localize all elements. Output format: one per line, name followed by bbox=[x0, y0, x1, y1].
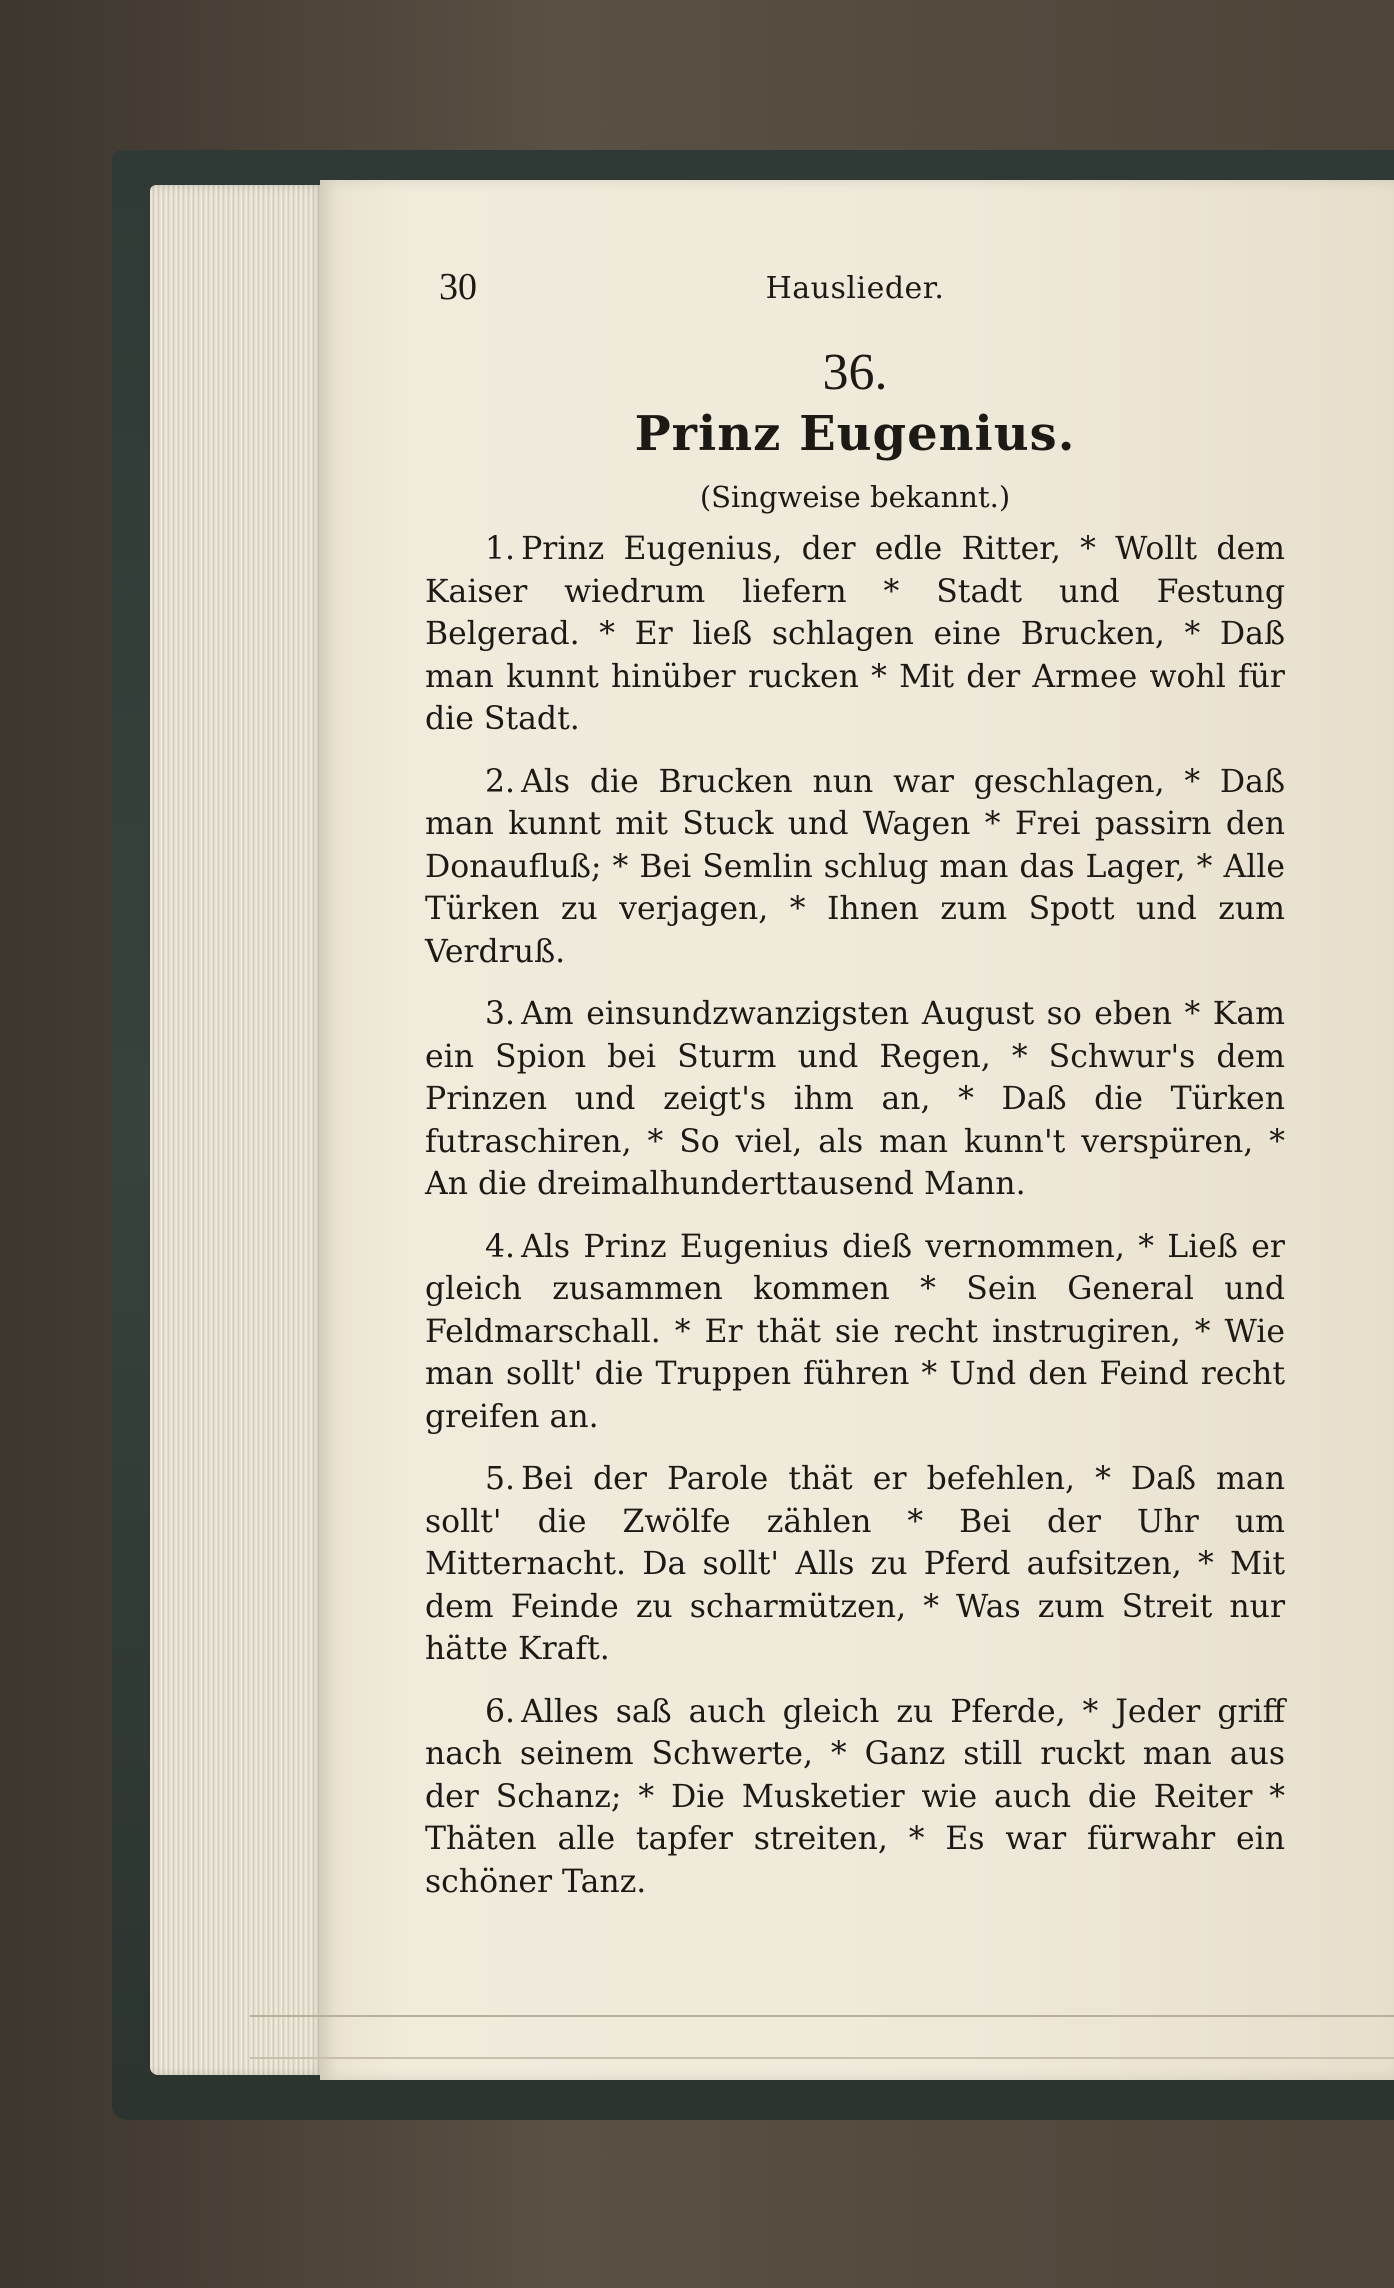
stanza-6 bbox=[425, 1691, 1285, 1904]
song-title: Prinz Eugenius. bbox=[634, 406, 1076, 462]
stanza-text: Am einsundzwanzigsten August so eben * Kam ein Spion bei Sturm und Regen, * Schwur's dem Prinzen und zeigt's ihm an, * Daß die Türken futraschiren, * So viel, als man kunn't verspüren, * An die dreimalhunderttausend Mann. bbox=[425, 996, 1285, 1202]
page-edges bbox=[150, 185, 325, 2075]
page-number: 30 bbox=[439, 266, 477, 308]
stanza-number: 4. bbox=[485, 1228, 516, 1265]
stanza-text: Alles saß auch gleich zu Pferde, * Jeder griff nach seinem Schwerte, * Ganz still ruckt man aus der Schanz; * Die Musketier wie auch die Reiter * Thäten alle tapfer streiten, * Es war fürwahr ein schöner Tanz. bbox=[425, 1693, 1285, 1900]
stanza-2 bbox=[425, 761, 1285, 974]
song-subtitle: (Singweise bekannt.) bbox=[699, 480, 1011, 514]
page-content bbox=[425, 265, 1285, 1923]
stanza-1 bbox=[425, 528, 1285, 741]
stanza-5 bbox=[425, 1458, 1285, 1671]
stanza-text: Bei der Parole thät er befehlen, * Daß man sollt' die Zwölfe zählen * Bei der Uhr um Mitternacht. Da sollt' Alls zu Pferd aufsitzen, * Mit dem Feinde zu scharmützen, * Was zum Streit nur hätte Kraft. bbox=[425, 1461, 1285, 1667]
stanza-text: Als die Brucken nun war geschlagen, * Daß man kunnt mit Stuck und Wagen * Frei passirn den Donaufluß; * Bei Semlin schlug man das Lager, * Alle Türken zu verjagen, * Ihnen zum Spott und zum Verdruß. bbox=[425, 763, 1285, 970]
running-head: Hauslieder. bbox=[765, 271, 945, 306]
stanza-number: 6. bbox=[485, 1693, 516, 1730]
stanza-number: 2. bbox=[485, 763, 516, 800]
stanza-3 bbox=[425, 993, 1285, 1206]
stanza-4 bbox=[425, 1226, 1285, 1439]
stanza-number: 3. bbox=[485, 996, 516, 1032]
stanza-number: 1. bbox=[485, 531, 516, 567]
stanza-text: Prinz Eugenius, der edle Ritter, * Wollt dem Kaiser wiedrum liefern * Stadt und Festung Belgerad. * Er ließ schlagen eine Brucken, * Daß man kunnt hinüber rucken * Mit der Armee wohl für die Stadt. bbox=[425, 531, 1285, 737]
stanza-text: Als Prinz Eugenius dieß vernommen, * Ließ er gleich zusammen kommen * Sein General und Feldmarschall. * Er thät sie recht instrugiren, * Wie man sollt' die Truppen führen * Und den Feind recht greifen an. bbox=[425, 1228, 1285, 1435]
page-bottom-edge bbox=[250, 2015, 1394, 2059]
page-header bbox=[425, 265, 1285, 325]
stanza-number: 5. bbox=[485, 1461, 516, 1497]
song-number: 36. bbox=[822, 344, 888, 401]
